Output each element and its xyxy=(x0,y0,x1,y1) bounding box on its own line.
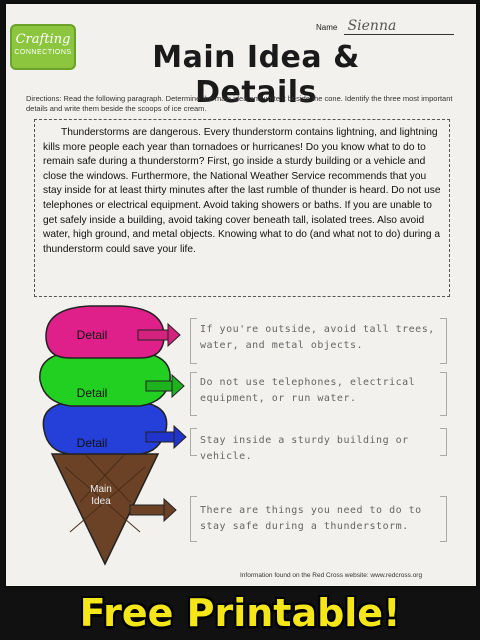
main-idea-answer: There are things you need to do to stay safe during a thunderstorm. xyxy=(200,505,422,532)
crafting-connections-logo xyxy=(10,24,76,70)
name-label: Name xyxy=(316,23,338,32)
directions-text: Directions: Read the following paragraph. Determine the main idea and write it beside the cone. Identify the three most important details and write them beside the scoops of ice cream. xyxy=(26,94,453,113)
bracket-right-1 xyxy=(440,318,447,364)
name-line xyxy=(344,18,454,35)
detail-answer-1: If you're outside, avoid tall trees, water, and metal objects. xyxy=(200,324,435,351)
bracket-right-2 xyxy=(440,372,447,416)
arrow-main-idea xyxy=(130,499,176,521)
bracket-right-3 xyxy=(440,428,447,456)
reading-passage xyxy=(34,119,450,297)
source-credit: Information found on the Red Cross website: www.redcross.org xyxy=(240,572,423,579)
bracket-left-2 xyxy=(190,372,197,416)
bracket-left-1 xyxy=(190,318,197,364)
logo-line2: CONNECTIONS xyxy=(14,49,72,56)
name-value: Sienna xyxy=(347,18,397,34)
page-title: Main Idea & Details xyxy=(152,40,360,110)
free-printable-banner: Free Printable! xyxy=(79,591,401,635)
detail-answer-2: Do not use telephones, electrical equipment, or run water. xyxy=(200,377,416,404)
detail-answer-3: Stay inside a sturdy building or vehicle. xyxy=(200,435,409,462)
name-field-row xyxy=(316,18,454,35)
cone-label xyxy=(76,484,126,508)
bracket-left-3 xyxy=(190,428,197,456)
passage-text: Thunderstorms are dangerous. Every thunderstorm contains lightning, and lightning kills more people each year than tornadoes or hurricanes! Do you know what to do to remain safe during a thunderstorm? First, go inside a sturdy building or a vehicle and close the windows. Furthermore, the National Weather Service recommends that you stay inside for at least thirty minutes after the last rumble of thunder is heard. Do not use telephones or electrical equipment. Avoid taking showers or baths. If you are unable to get safely inside a building, avoid taking cover beneath tall, isolated trees. Also avoid water, high ground, and metal objects. Knowing what to do (and what not to do) during a thunderstorm could save your life. xyxy=(43,127,441,255)
logo-line1: Crafting xyxy=(15,32,71,47)
bracket-left-main xyxy=(190,496,197,542)
bracket-right-main xyxy=(440,496,447,542)
scoop-label-1: Detail xyxy=(76,328,108,342)
cone-label-line1: Main xyxy=(90,484,112,495)
scoop-label-3: Detail xyxy=(76,436,108,450)
cone-label-line2: Idea xyxy=(91,496,111,507)
scoop-label-2: Detail xyxy=(76,386,108,400)
